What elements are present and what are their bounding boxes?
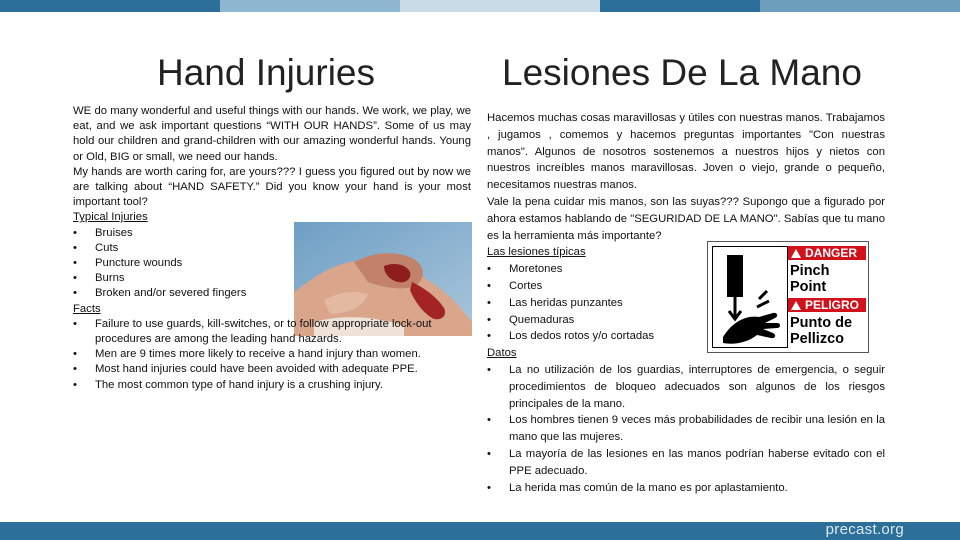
- english-intro: WE do many wonderful and useful things with our hands. We work, we play, we eat, and we ask important questions “WITH OUR HANDS”. Some of us may hold our children and grand-children with our amazing wonderful hands. Young or Old, BIG or small, we need our hands.: [73, 105, 471, 163]
- warning-triangle-icon: [791, 301, 801, 310]
- list-item: • Bruises: [73, 226, 471, 241]
- spanish-intro: Hacemos muchas cosas maravillosas y útiles con nuestras manos. Trabajamos , jugamos , comemos y hacemos preguntas importantes "Con nuestras manos". Algunos de nosotros sostenemos a nuestros hijos y nietos con nuestros increíbles manos maravillosas. Joven o viejo, grande o pequeño, necesitamos nuestras manos.: [487, 112, 885, 192]
- list-item: • La no utilización de los guardias, interruptores de emergencia, o seguir procedimientos de bloqueo adecuados son algunos de los riesgos principales de la mano.: [487, 362, 885, 412]
- sign-line-pinch: Pinch: [790, 263, 830, 279]
- list-item: • Los hombres tienen 9 veces más probabilidades de recibir una lesión en la mano que las mujeres.: [487, 412, 885, 446]
- pinch-point-sign: [707, 241, 869, 353]
- sign-line-pellizco: Pellizco: [790, 331, 844, 347]
- spanish-facts-heading: Datos: [487, 347, 517, 360]
- footer-bar: [0, 522, 960, 540]
- spanish-facts-list: [487, 362, 885, 496]
- sign-line-point: Point: [790, 279, 827, 295]
- top-color-bar: [0, 0, 960, 12]
- list-item: • Burns: [73, 271, 471, 286]
- danger-label: DANGER: [805, 246, 858, 260]
- peligro-label: PELIGRO: [805, 298, 860, 312]
- warning-triangle-icon: [791, 249, 801, 258]
- list-item: • La mayoría de las lesiones en las manos podrían haberse evitado con el PPE adecuado.: [487, 446, 885, 480]
- list-item: • Broken and/or severed fingers: [73, 286, 471, 301]
- list-item: • La herida mas común de la mano es por aplastamiento.: [487, 480, 885, 497]
- list-item: • Puncture wounds: [73, 256, 471, 271]
- english-injuries-heading: Typical Injuries: [73, 211, 148, 224]
- spanish-question: Vale la pena cuidar mis manos, son las suyas??? Supongo que a figurado por ahora estamos hablando de "SEGURIDAD DE LA MANO". Sabías que tu mano es la herramienta más importante?: [487, 195, 885, 242]
- title-english: Hand Injuries: [157, 52, 376, 93]
- english-column: [73, 104, 471, 393]
- list-item: • Cortes: [487, 278, 885, 295]
- list-item: • Moretones: [487, 261, 885, 278]
- list-item: • Men are 9 times more likely to receive a hand injury than women.: [73, 347, 471, 362]
- list-item: • The most common type of hand injury is a crushing injury.: [73, 378, 471, 393]
- precast-logo: precast.org: [825, 521, 904, 538]
- spanish-injuries-heading: Las lesiones típicas: [487, 246, 586, 259]
- english-question: My hands are worth caring for, are yours??? I guess you figured out by now we are talking about “HAND SAFETY.” Did you know your hand is your most important tool?: [73, 165, 471, 209]
- peligro-band: [788, 298, 866, 312]
- english-facts-heading: Facts: [73, 302, 101, 315]
- title-spanish: Lesiones De La Mano: [502, 52, 862, 93]
- list-item: • Cuts: [73, 241, 471, 256]
- list-item: • Failure to use guards, kill-switches, or to follow appropriate lock-out procedures are among the leading hand hazards.: [73, 317, 471, 347]
- list-item: • Most hand injuries could have been avoided with adequate PPE.: [73, 362, 471, 377]
- pinch-hand-icon: [712, 246, 788, 348]
- english-injuries-list: [73, 226, 471, 302]
- list-item: • Los dedos rotos y/o cortadas: [487, 328, 885, 345]
- danger-band: [788, 246, 866, 260]
- list-item: • Quemaduras: [487, 312, 885, 329]
- english-facts-list: [73, 317, 471, 393]
- list-item: • Las heridas punzantes: [487, 295, 885, 312]
- sign-line-punto: Punto de: [790, 315, 853, 331]
